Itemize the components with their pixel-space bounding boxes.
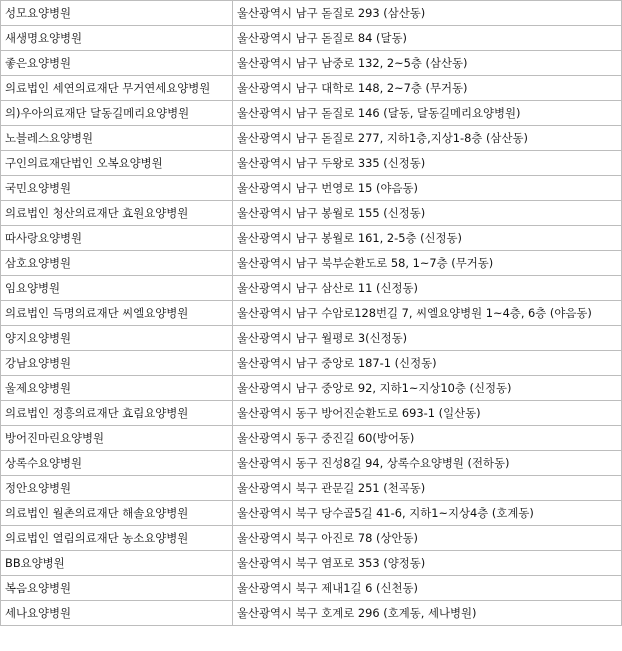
hospital-name-cell: 의료법인 득명의료재단 씨엘요양병원 <box>1 301 233 326</box>
hospital-address-cell: 울산광역시 북구 당수골5길 41-6, 지하1~지상4층 (호계동) <box>233 501 622 526</box>
table-row <box>1 201 622 226</box>
hospital-name-cell: 정안요양병원 <box>1 476 233 501</box>
table-row <box>1 526 622 551</box>
hospital-address-cell: 울산광역시 남구 대학로 148, 2~7층 (무거동) <box>233 76 622 101</box>
table-row <box>1 176 622 201</box>
table-body <box>1 1 622 626</box>
table-row <box>1 76 622 101</box>
hospital-name-cell: 구인의료재단법인 오복요양병원 <box>1 151 233 176</box>
hospital-name-cell: 새생명요양병원 <box>1 26 233 51</box>
table-row <box>1 276 622 301</box>
table-row <box>1 151 622 176</box>
table-row <box>1 26 622 51</box>
hospital-name-cell: 성모요양병원 <box>1 1 233 26</box>
hospital-name-cell: 의)우아의료재단 달동길메리요양병원 <box>1 101 233 126</box>
hospital-address-cell: 울산광역시 남구 수암로128번길 7, 씨엘요양병원 1~4층, 6층 (야음동) <box>233 301 622 326</box>
table-row <box>1 1 622 26</box>
table-row <box>1 326 622 351</box>
hospital-address-cell: 울산광역시 북구 염포로 353 (양정동) <box>233 551 622 576</box>
hospital-address-cell: 울산광역시 남구 월평로 3(신정동) <box>233 326 622 351</box>
hospital-address-cell: 울산광역시 남구 중앙로 187-1 (신정동) <box>233 351 622 376</box>
hospital-address-cell: 울산광역시 북구 제내1길 6 (신천동) <box>233 576 622 601</box>
table-row <box>1 401 622 426</box>
hospital-name-cell: 강남요양병원 <box>1 351 233 376</box>
hospital-name-cell: 양지요양병원 <box>1 326 233 351</box>
table-row <box>1 576 622 601</box>
table-row <box>1 301 622 326</box>
hospital-address-cell: 울산광역시 남구 남중로 132, 2~5층 (삼산동) <box>233 51 622 76</box>
table-row <box>1 426 622 451</box>
table-row <box>1 551 622 576</box>
hospital-name-cell: 삼호요양병원 <box>1 251 233 276</box>
hospital-name-cell: 상록수요양병원 <box>1 451 233 476</box>
hospital-name-cell: 복음요양병원 <box>1 576 233 601</box>
table-row <box>1 351 622 376</box>
hospital-name-cell: 따사랑요양병원 <box>1 226 233 251</box>
hospital-name-cell: 의료법인 열림의료재단 농소요양병원 <box>1 526 233 551</box>
hospital-address-cell: 울산광역시 남구 돋질로 146 (달동, 달동길메리요양병원) <box>233 101 622 126</box>
table-row <box>1 376 622 401</box>
hospital-address-cell: 울산광역시 남구 돋질로 84 (달동) <box>233 26 622 51</box>
hospital-address-cell: 울산광역시 남구 두왕로 335 (신정동) <box>233 151 622 176</box>
hospital-address-cell: 울산광역시 북구 관문길 251 (천곡동) <box>233 476 622 501</box>
hospital-address-cell: 울산광역시 남구 북부순환도로 58, 1~7층 (무거동) <box>233 251 622 276</box>
hospital-address-cell: 울산광역시 남구 번영로 15 (야음동) <box>233 176 622 201</box>
hospital-name-cell: 의료법인 청산의료재단 효원요양병원 <box>1 201 233 226</box>
table-row <box>1 601 622 626</box>
hospital-name-cell: 의료법인 세연의료재단 무거연세요양병원 <box>1 76 233 101</box>
table-row <box>1 476 622 501</box>
hospital-address-cell: 울산광역시 동구 방어진순환도로 693-1 (일산동) <box>233 401 622 426</box>
hospital-address-cell: 울산광역시 남구 중앙로 92, 지하1~지상10층 (신정동) <box>233 376 622 401</box>
table-row <box>1 126 622 151</box>
table-row <box>1 226 622 251</box>
hospital-address-cell: 울산광역시 남구 돋질로 277, 지하1층,지상1-8층 (삼산동) <box>233 126 622 151</box>
hospital-address-cell: 울산광역시 남구 봉월로 155 (신정동) <box>233 201 622 226</box>
hospital-name-cell: 국민요양병원 <box>1 176 233 201</box>
table-row <box>1 501 622 526</box>
hospital-address-cell: 울산광역시 남구 삼산로 11 (신정동) <box>233 276 622 301</box>
table-row <box>1 451 622 476</box>
hospital-address-cell: 울산광역시 동구 중진길 60(방어동) <box>233 426 622 451</box>
table-row <box>1 251 622 276</box>
hospital-name-cell: 세나요양병원 <box>1 601 233 626</box>
table-row <box>1 51 622 76</box>
table-row <box>1 101 622 126</box>
hospital-address-cell: 울산광역시 북구 아진로 78 (상안동) <box>233 526 622 551</box>
hospital-name-cell: 노블레스요양병원 <box>1 126 233 151</box>
hospital-address-cell: 울산광역시 남구 돋질로 293 (삼산동) <box>233 1 622 26</box>
hospital-name-cell: 방어진마린요양병원 <box>1 426 233 451</box>
hospital-name-cell: 의료법인 정흥의료재단 효림요양병원 <box>1 401 233 426</box>
hospital-address-cell: 울산광역시 북구 호계로 296 (호계동, 세나병원) <box>233 601 622 626</box>
hospital-name-cell: 의료법인 월촌의료재단 해솔요양병원 <box>1 501 233 526</box>
hospital-name-cell: 울제요양병원 <box>1 376 233 401</box>
hospital-name-cell: BB요양병원 <box>1 551 233 576</box>
hospital-address-cell: 울산광역시 남구 봉월로 161, 2-5층 (신정동) <box>233 226 622 251</box>
hospital-name-cell: 임요양병원 <box>1 276 233 301</box>
hospital-name-cell: 좋은요양병원 <box>1 51 233 76</box>
hospital-address-cell: 울산광역시 동구 진성8길 94, 상록수요양병원 (전하동) <box>233 451 622 476</box>
